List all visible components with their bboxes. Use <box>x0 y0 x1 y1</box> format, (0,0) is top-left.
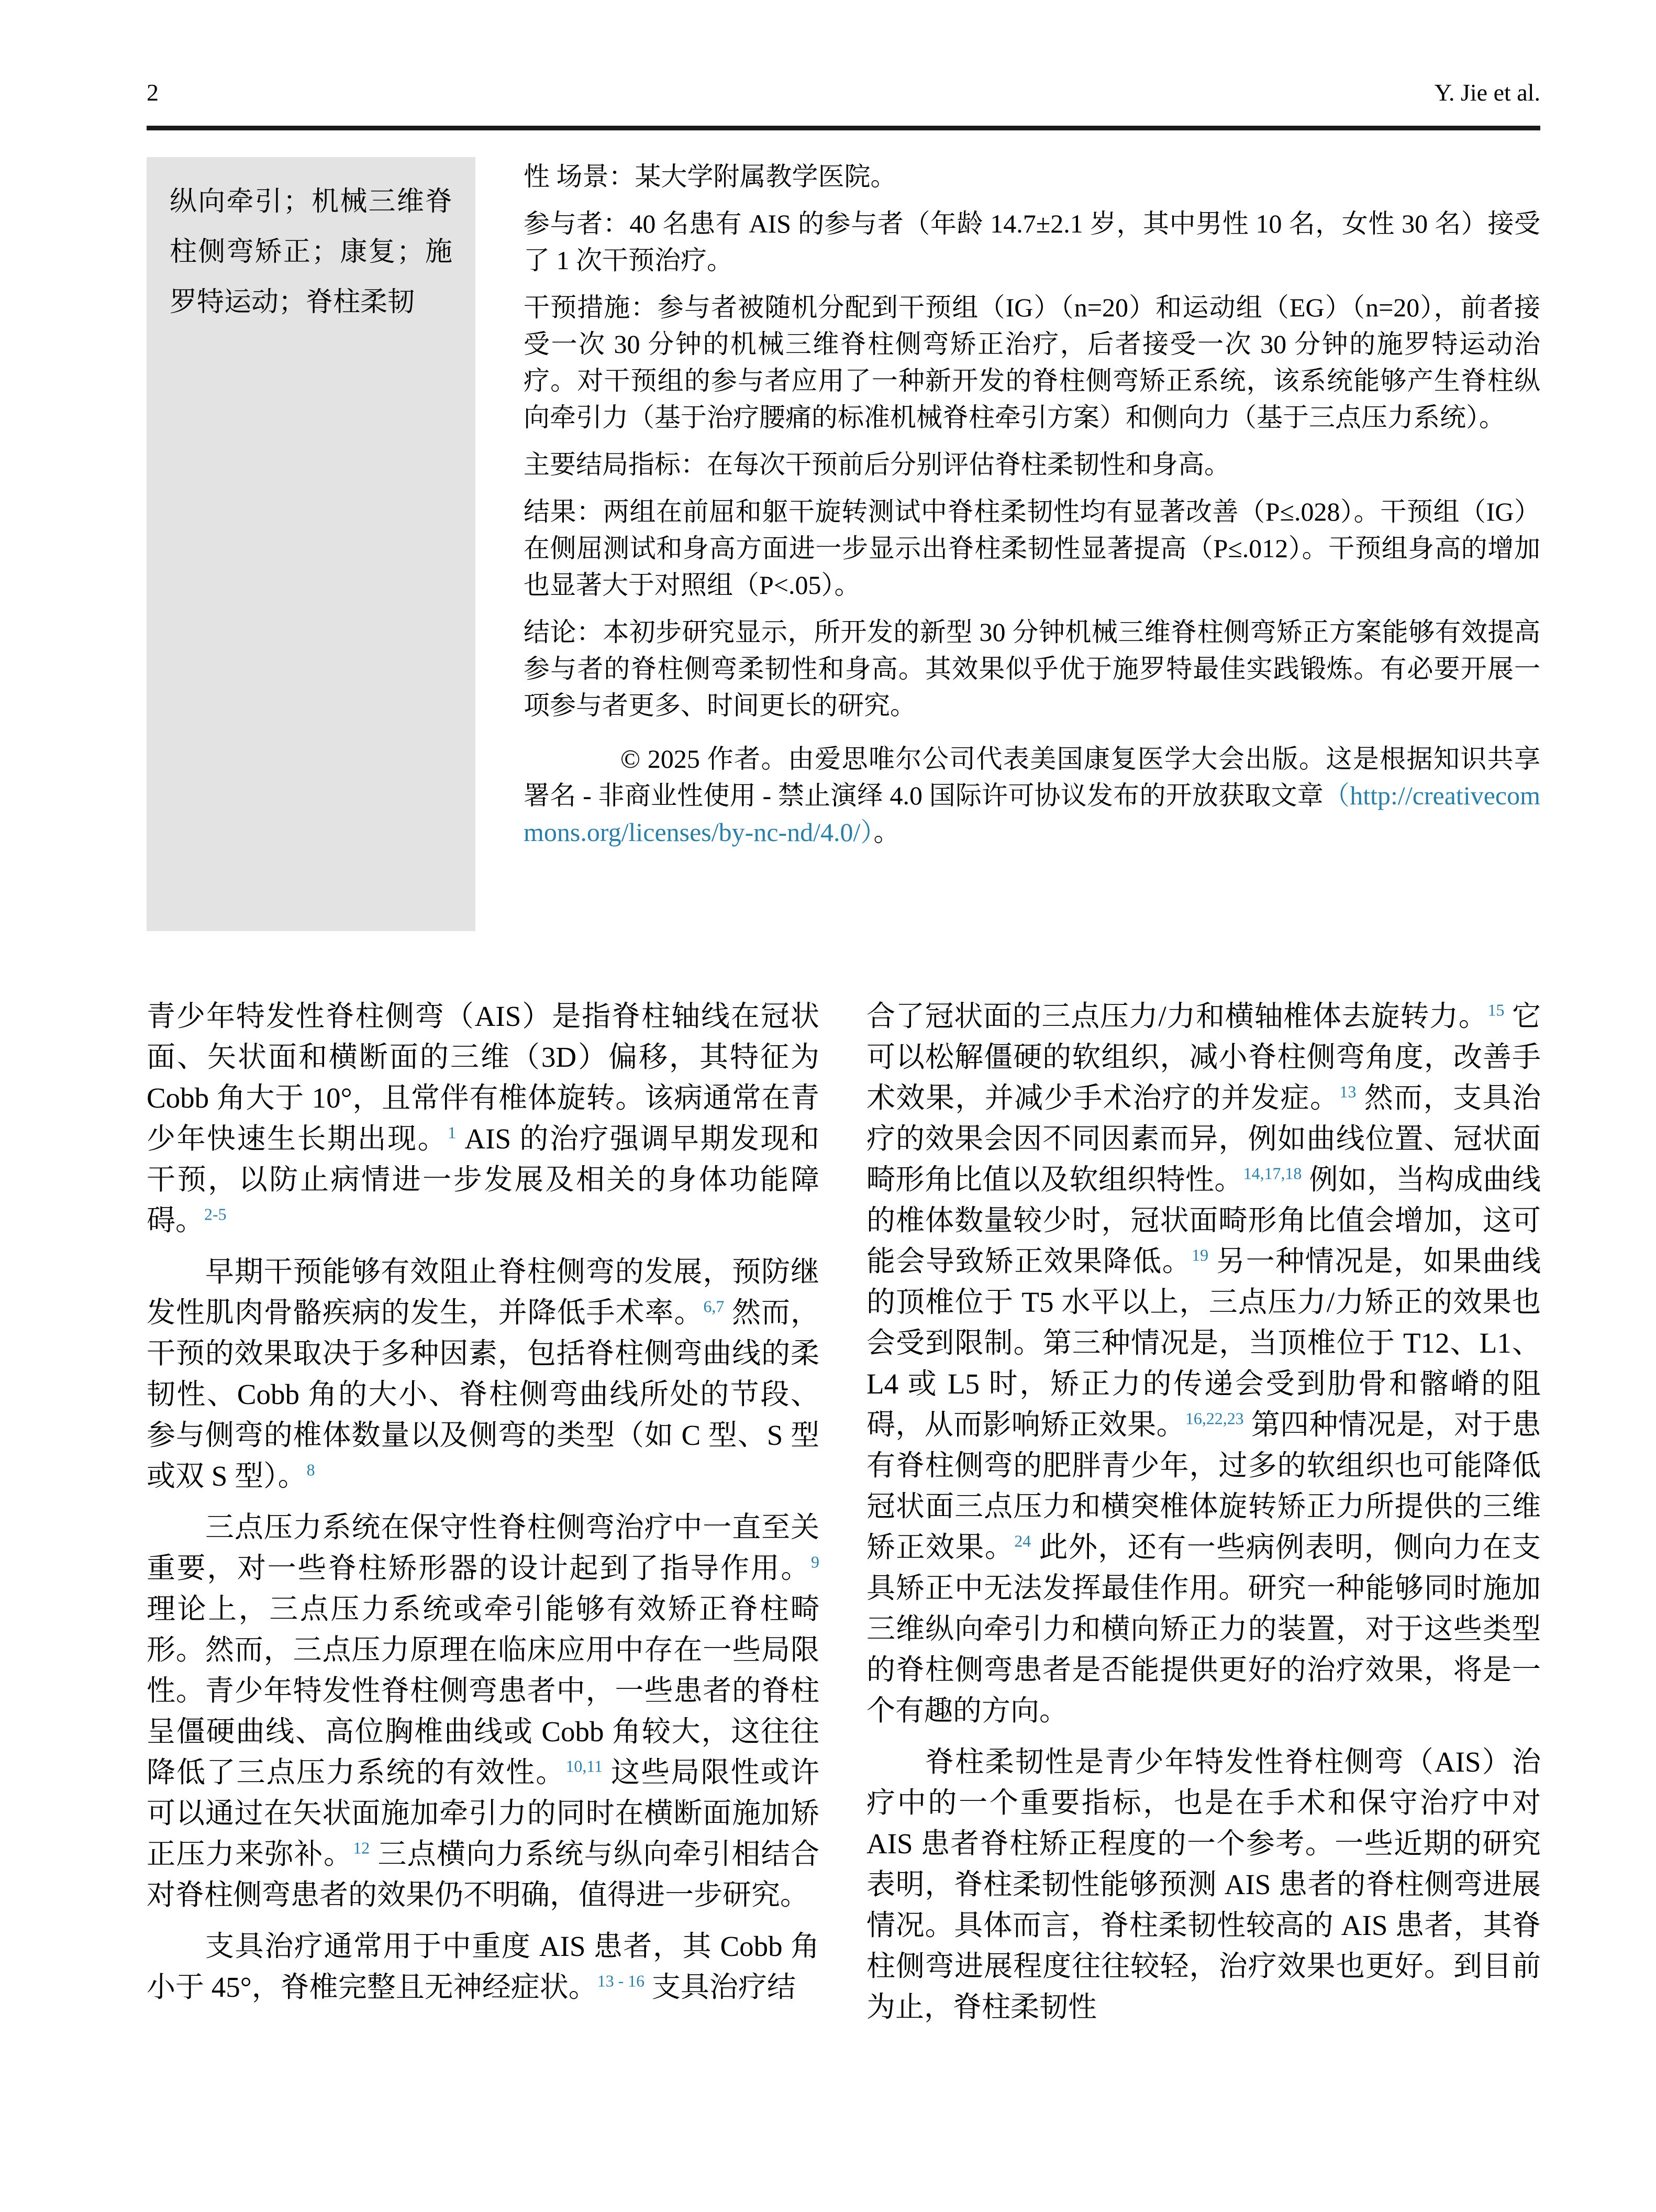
citation-ref[interactable]: 6,7 <box>703 1297 725 1316</box>
paragraph: 合了冠状面的三点压力/力和横轴椎体去旋转力。$^{15}$ 它可以松解僵硬的软组织，减小脊柱侧弯角度，改善手术效果，并减少手术治疗的并发症。$^{13}$ 然而，支具治疗的效果会因不同因素而异，例如曲线位置、冠状面畸形角比值以及软组织特性。$^{14,17,18}$ 例如，当构成曲线的椎体数量较少时，冠状面畸形角比值会增加，这可能会导致矫正效果降低。$^{19}$ 另一种情况是，如果曲线的顶椎位于 T5 水平以上，三点压力/力矫正的效果也会受到限制。第三种情况是，当顶椎位于 T12、L1、L4 或 L5 时，矫正力的传递会受到肋骨和髂嵴的阻碍，从而影响矫正效果。$^{16,22,23}$ 第四种情况是，对于患有脊柱侧弯的肥胖青少年，过多的软组织也可能降低冠状面三点压力和横突椎体旋转矫正力所提供的三维矫正效果。$^{24}$ 此外，还有一些病例表明，侧向力在支具矫正中无法发挥最佳作用。研究一种能够同时施加三维纵向牵引力和横向矫正力的装置，对于这些类型的脊柱侧弯患者是否能提供更好的治疗效果，将是一个有趣的方向。 <box>866 1000 1541 1727</box>
citation-ref[interactable]: 10,11 <box>565 1757 603 1776</box>
paragraph: 三点压力系统在保守性脊柱侧弯治疗中一直至关重要，对一些脊柱矫形器的设计起到了指导作用。$^9$ 理论上，三点压力系统或牵引能够有效矫正脊柱畸形。然而，三点压力原理在临床应用中存在一些局限性。青少年特发性脊柱侧弯患者中，一些患者的脊柱呈僵硬曲线、高位胸椎曲线或 Cobb 角较大，这往往降低了三点压力系统的有效性。$^{10,11}$ 这些局限性或许可以通过在矢状面施加牵引力的同时在横断面施加矫正压力来弥补。$^{12}$ 三点横向力系统与纵向牵引相结合对脊柱侧弯患者的效果仍不明确，值得进一步研究。 <box>147 1511 819 1911</box>
citation-ref[interactable]: 1 <box>448 1123 457 1142</box>
citation-ref[interactable]: 16,22,23 <box>1185 1409 1244 1428</box>
paragraph: 干预措施：参与者被随机分配到干预组（IG）（n=20）和运动组（EG）（n=20），前者接受一次 30 分钟的机械三维脊柱侧弯矫正治疗，后者接受一次 30 分钟的施罗特运动治疗。对干预组的参与者应用了一种新开发的脊柱侧弯矫正系统，该系统能够产生脊柱纵向牵引力（基于治疗腰痛的标准机械脊柱牵引方案）和侧向力（基于三点压力系统）。 <box>524 293 1540 432</box>
paragraph: 主要结局指标：在每次干预前后分别评估脊柱柔韧性和身高。 <box>524 450 1230 479</box>
abstract-section <box>524 158 1540 861</box>
page-number: 2 <box>147 79 159 106</box>
body-left-column <box>147 996 819 2018</box>
citation-ref[interactable]: 14,17,18 <box>1243 1164 1302 1183</box>
paragraph: 结果：两组在前屈和躯干旋转测试中脊柱柔韧性均有显著改善（P≤.028）。干预组（IG）在侧屈测试和身高方面进一步显示出脊柱柔韧性显著提高（P≤.012）。干预组身高的增加也显著大于对照组（P<.05）。 <box>524 497 1540 600</box>
citation-ref[interactable]: 13 <box>1339 1082 1357 1101</box>
citation-ref[interactable]: 12 <box>353 1839 370 1857</box>
citation-ref[interactable]: 8 <box>306 1461 315 1479</box>
citation-ref[interactable]: 13 - 16 <box>597 1972 645 1990</box>
citation-ref[interactable]: 24 <box>1014 1532 1031 1551</box>
page-header <box>147 79 1540 106</box>
citation-ref[interactable]: 19 <box>1192 1246 1209 1265</box>
header-divider-rule <box>147 126 1540 130</box>
copyright-paragraph: © 2025 作者。由爱思唯尔公司代表美国康复医学大会出版。这是根据知识共享署名 - 非商业性使用 - 禁止演绎 4.0 国际许可协议发布的开放获取文章（http://creativecommons.org/licenses/by-nc-nd/4.0/）。 <box>524 744 1540 847</box>
paragraph: 结论：本初步研究显示，所开发的新型 30 分钟机械三维脊柱侧弯矫正方案能够有效提高参与者的脊柱侧弯柔韧性和身高。其效果似乎优于施罗特最佳实践锻炼。有必要开展一项参与者更多、时间更长的研究。 <box>524 617 1540 720</box>
keywords-text: 纵向牵引；机械三维脊柱侧弯矫正；康复；施罗特运动；脊柱柔韧 <box>170 187 452 317</box>
citation-ref[interactable]: 9 <box>811 1553 819 1572</box>
paragraph: 早期干预能够有效阻止脊柱侧弯的发展，预防继发性肌肉骨骼疾病的发生，并降低手术率。$^{6,7}$ 然而，干预的效果取决于多种因素，包括脊柱侧弯曲线的柔韧性、Cobb 角的大小、脊柱侧弯曲线所处的节段、参与侧弯的椎体数量以及侧弯的类型（如 C 型、S 型或双 S 型）。$^8$ <box>147 1256 819 1492</box>
license-link[interactable]: （http://creativecommons.org/licenses/by-nc-nd/4.0/） <box>524 781 1540 847</box>
citation-ref[interactable]: 15 <box>1487 1001 1505 1020</box>
paragraph: 脊柱柔韧性是青少年特发性脊柱侧弯（AIS）治疗中的一个重要指标，也是在手术和保守治疗中对 AIS 患者脊柱矫正程度的一个参考。一些近期的研究表明，脊柱柔韧性能够预测 AIS 患者的脊柱侧弯进展情况。具体而言，脊柱柔韧性较高的 AIS 患者，其脊柱侧弯进展程度往往较轻，治疗效果也更好。到目前为止，脊柱柔韧性 <box>866 1746 1541 2023</box>
keywords-box <box>147 157 475 931</box>
running-head: Y. Jie et al. <box>1434 79 1540 106</box>
paragraph: 青少年特发性脊柱侧弯（AIS）是指脊柱轴线在冠状面、矢状面和横断面的三维（3D）偏移，其特征为 Cobb 角大于 10°，且常伴有椎体旋转。该病通常在青少年快速生长期出现。$^1$ AIS 的治疗强调早期发现和干预，以防止病情进一步发展及相关的身体功能障碍。$^{2-5}$ <box>147 1000 819 1236</box>
paragraph: 支具治疗通常用于中重度 AIS 患者，其 Cobb 角小于 45°，脊椎完整且无神经症状。$^{13 - 16}$ 支具治疗结 <box>147 1930 819 2003</box>
paragraph: 性 场景：某大学附属教学医院。 <box>524 162 897 191</box>
body-right-column <box>866 996 1541 2038</box>
paragraph: 参与者：40 名患有 AIS 的参与者（年龄 14.7±2.1 岁，其中男性 10 名，女性 30 名）接受了 1 次干预治疗。 <box>524 209 1540 275</box>
citation-ref[interactable]: 2-5 <box>204 1205 227 1224</box>
